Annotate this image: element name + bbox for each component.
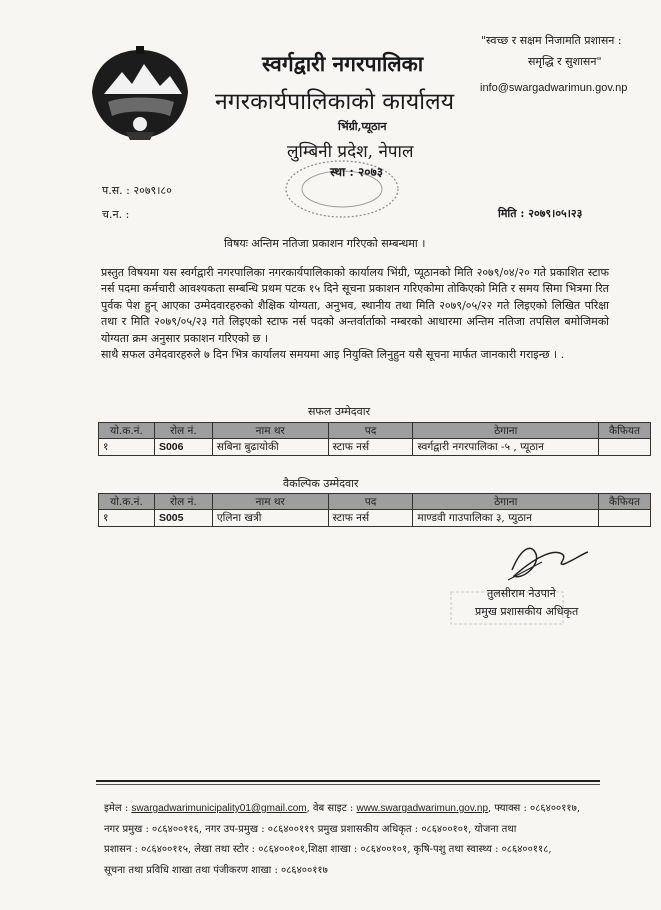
footer-line-1 <box>104 799 624 820</box>
successful-candidates-title: सफल उम्मेदवार <box>308 405 371 418</box>
dispatch-number: च.न. : <box>102 208 130 221</box>
cell-post: स्टाफ नर्स <box>328 510 413 527</box>
col-roll: रोल नं. <box>154 423 212 439</box>
signatory-title: प्रमुख प्रशासकीय अधिकृत <box>475 605 579 618</box>
header-email: info@swargadwarimun.gov.np <box>480 82 628 94</box>
cell-roll: S006 <box>154 439 212 456</box>
alternate-candidates-title: वैकल्पिक उम्मेदवार <box>283 477 359 490</box>
col-address: ठेगाना <box>413 494 599 510</box>
cell-name: एलिना खत्री <box>212 510 328 527</box>
letter-subject: विषयः अन्तिम नतिजा प्रकाशन गरिएको सम्बन्धमा । <box>224 237 426 250</box>
col-post: पद <box>328 494 413 510</box>
footer-line-3: प्रशासन : ०८६४००११५, लेखा तथा स्टोर : ०८६४००१०१,शिक्षा शाखा : ०८६४००१०१, कृषि-पशु तथा स्वास्थ्य : ०८६४००११८, <box>104 844 552 855</box>
successful-candidates-table <box>98 422 651 456</box>
body-paragraph-1: प्रस्तुत विषयमा यस स्वर्गद्वारी नगरपालिका नगरकार्यपालिकाको कार्यालय भिंग्री, प्यूठानको मिति २०७९/०४/२० गते प्रकाशित स्टाफ नर्स पदमा कर्मचारी आवश्यकता सम्बन्धि प्रथम पटक १५ दिने सूचना प्रकाशन गरिएकोमा तोकिएको मिति र समय सिमा भित्रमा रित पुर्वक पेश हुन् आएका उम्मेदवारहरुको शैक्षिक योग्यता, अनुभव, स्थानीय तथा मिति २०७९/०५/२२ गते लिइएको लिखित परिक्षा तथा र मिति २०७९/०५/२३ गते लिइएको स्टाफ नर्स पदको अन्तर्वार्ताको नम्बरको आधारमा अन्तिम नतिजा तपसिल बमोजिमको योग्यता क्रम अनुसार प्रकाशन गरिएको छ । <box>101 266 609 345</box>
slogan-line-2: समृद्धि र सुशासन" <box>528 55 602 68</box>
table-header-row <box>99 494 651 510</box>
cell-address: स्वर्गद्वारी नगरपालिका -५ , प्यूठान <box>413 439 599 456</box>
cell-address: माण्डवी गाउपालिका ३, प्युठान <box>413 510 599 527</box>
letter-date: मिति : २०७९।०५।२३ <box>498 207 583 220</box>
reference-number: प.स. : २०७९।८० <box>102 184 172 197</box>
cell-roll: S005 <box>154 510 212 527</box>
footer-divider-thin <box>96 784 600 785</box>
col-roll: रोल नं. <box>154 494 212 510</box>
table-header-row <box>99 423 651 439</box>
website-label: , वेब साइट : <box>306 803 354 814</box>
col-remarks: कैफियत <box>599 423 651 439</box>
footer-divider <box>96 780 600 782</box>
handwritten-signature-icon <box>502 540 592 584</box>
cell-serial: १ <box>99 510 155 527</box>
cell-serial: १ <box>99 439 155 456</box>
government-emblem-icon <box>86 46 194 142</box>
letter-body <box>101 265 609 363</box>
office-address: भिंग्री,प्यूठान <box>338 120 387 133</box>
footer-email-link[interactable]: swargadwarimunicipality01@gmail.com <box>131 803 307 814</box>
col-name: नाम थर <box>212 494 328 510</box>
signatory-name: तुलसीराम नेउपाने <box>487 587 556 600</box>
organization-name: स्वर्गद्वारी नगरपालिका <box>262 51 424 76</box>
slogan-line-1: "स्वच्छ र सक्षम निजामति प्रशासन : <box>481 34 622 47</box>
col-name: नाम थर <box>212 423 328 439</box>
body-paragraph-2: साथै सफल उमेदवारहरुले ७ दिन भित्र कार्यालय समयमा आइ नियुक्ति लिनुहुन यसै सूचना मार्फत जानकारी गराइन्छ । . <box>101 348 565 362</box>
alternate-candidates-table <box>98 493 651 527</box>
col-post: पद <box>328 423 413 439</box>
footer-line-2: नगर प्रमुख : ०८६४००११६, नगर उप-प्रमुख : ०८६४००११९ प्रमुख प्रशासकीय अधिकृत : ०८६४००१०१, योजना तथा <box>104 823 517 835</box>
cell-post: स्टाफ नर्स <box>328 439 413 456</box>
province-name: लुम्बिनी प्रदेश, नेपाल <box>287 142 414 162</box>
table-row <box>99 510 651 527</box>
fax-number: , फ्याक्स : ०८६४००११७, <box>488 803 580 814</box>
col-serial: यो.क.नं. <box>99 423 155 439</box>
footer-contact <box>104 799 624 881</box>
table-row <box>99 439 651 456</box>
col-serial: यो.क.नं. <box>99 494 155 510</box>
established-year: स्था : २०७३ <box>330 165 383 179</box>
cell-remarks <box>599 510 651 527</box>
footer-website-link[interactable]: www.swargadwarimun.gov.np <box>356 803 489 814</box>
footer-line-4: सूचना तथा प्रविधि शाखा तथा पंजीकरण शाखा : ०८६४००११७ <box>104 864 328 876</box>
col-remarks: कैफियत <box>599 494 651 510</box>
col-address: ठेगाना <box>413 423 599 439</box>
office-name: नगरकार्यपालिकाको कार्यालय <box>215 89 455 115</box>
cell-name: सबिना बुढायोकी <box>212 439 328 456</box>
email-label: इमेल : <box>104 803 129 814</box>
cell-remarks <box>599 439 651 456</box>
